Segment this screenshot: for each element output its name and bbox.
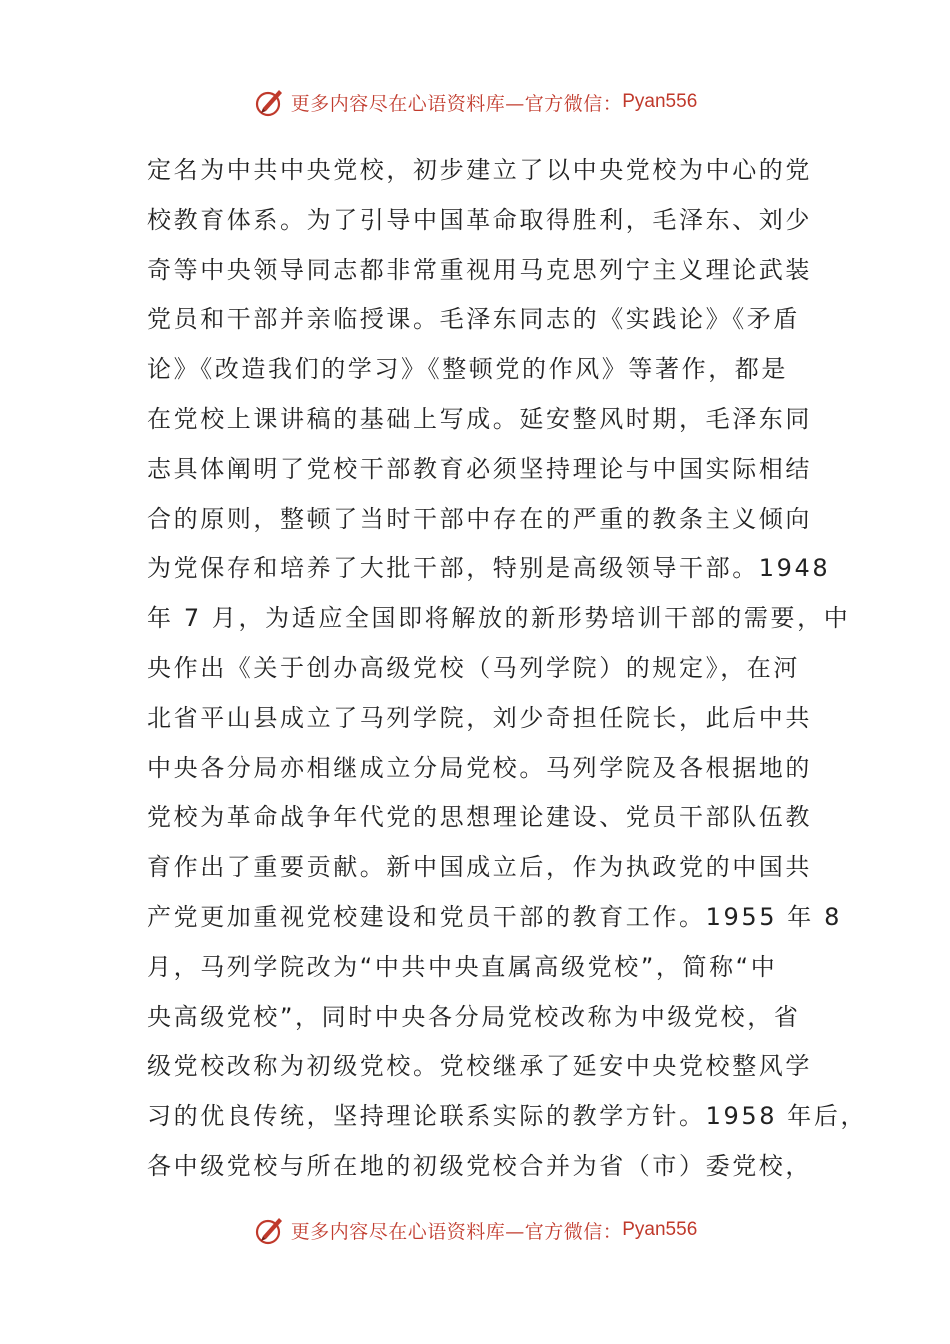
body-line: 合的原则，整顿了当时干部中存在的严重的教条主义倾向	[147, 504, 812, 533]
document-body	[147, 146, 868, 1192]
body-line: 央作出《关于创办高级党校（马列学院）的规定》，在河	[147, 653, 800, 682]
header-wechat-id: Pyan556	[622, 91, 698, 112]
body-line: 年 7 月，为适应全国即将解放的新形势培训干部的需要，中	[147, 604, 851, 633]
header-banner-text: 更多内容尽在心语资料库—官方微信：	[290, 92, 623, 115]
body-line: 为党保存和培养了大批干部，特别是高级领导干部。1948	[147, 554, 831, 583]
body-line: 北省平山县成立了马列学院，刘少奇担任院长，此后中共	[147, 703, 812, 732]
body-line: 育作出了重要贡献。新中国成立后，作为执政党的中国共	[147, 853, 812, 882]
body-line: 党校为革命战争年代党的思想理论建设、党员干部队伍教	[147, 803, 812, 832]
body-line: 定名为中共中央党校，初步建立了以中央党校为中心的党	[147, 156, 812, 184]
body-line: 习的优良传统，坚持理论联系实际的教学方针。1958 年后，	[147, 1102, 868, 1131]
pen-circle-logo-icon	[253, 1213, 287, 1247]
body-line: 央高级党校”，同时中央各分局党校改称为中级党校，省	[147, 1002, 801, 1031]
body-line: 志具体阐明了党校干部教育必须坚持理论与中国实际相结	[147, 454, 812, 483]
body-line: 论》《改造我们的学习》《整顿党的作风》等著作，都是	[147, 355, 788, 384]
footer-banner	[0, 1210, 950, 1250]
body-line: 奇等中央领导同志都非常重视用马克思列宁主义理论武装	[147, 255, 812, 284]
body-line: 中央各分局亦相继成立分局党校。马列学院及各根据地的	[147, 753, 812, 782]
body-line: 各中级党校与所在地的初级党校合并为省（市）委党校，	[147, 1151, 812, 1180]
body-line: 月，马列学院改为“中共中央直属高级党校”，简称“中	[147, 952, 778, 981]
body-line: 党员和干部并亲临授课。毛泽东同志的《实践论》《矛盾	[147, 305, 800, 334]
footer-wechat-id: Pyan556	[622, 1219, 698, 1240]
body-line: 校教育体系。为了引导中国革命取得胜利，毛泽东、刘少	[147, 205, 812, 234]
body-line: 在党校上课讲稿的基础上写成。延安整风时期，毛泽东同	[147, 404, 812, 433]
header-banner	[0, 82, 950, 122]
pen-circle-logo-icon	[253, 85, 287, 119]
body-line: 级党校改称为初级党校。党校继承了延安中央党校整风学	[147, 1052, 812, 1081]
body-line: 产党更加重视党校建设和党员干部的教育工作。1955 年 8	[147, 902, 843, 931]
footer-banner-text: 更多内容尽在心语资料库—官方微信：	[290, 1220, 623, 1243]
